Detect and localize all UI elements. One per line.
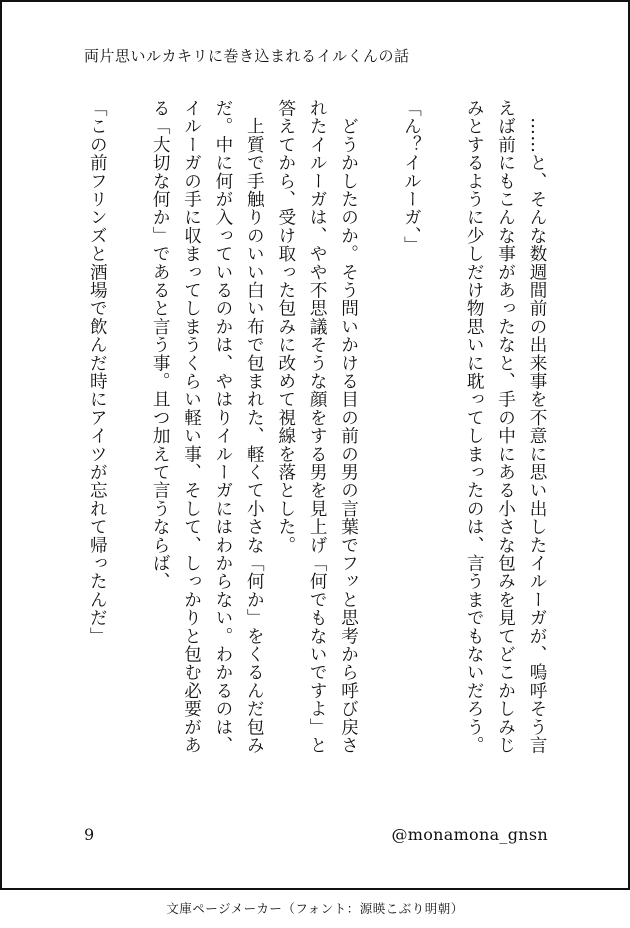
text-line: えば前にもこんな事があったなと、手の中にある小さな包みを見てどこかしみじ [495, 99, 516, 755]
text-line [112, 99, 143, 787]
text-line: る「大切な何か」であると言う事。且つ加えて言うならば、 [150, 99, 171, 591]
text-line: イルーガの手に収まってしまうくらい軽い事、そして、しっかりと包む必要があ [181, 99, 202, 755]
text-line: れたイルーガは、やや不思議そうな顔をする男を見上げ「何でもないですよ」と [307, 99, 328, 755]
text-line: 上質で手触りのいい白い布で包まれた、軽くて小さな「何か」をくるんだ包み [244, 99, 265, 755]
author-handle: @monamona_gnsn [391, 825, 548, 844]
novel-text [81, 99, 552, 787]
page-title: 両片思いルカキリに巻き込まれるイルくんの話 [84, 47, 410, 65]
text-line: 「ん？イルーガ、」 [401, 99, 422, 254]
text-line: 「この前フリンズと酒場で飲んだ時にアイツが忘れて帰ったんだ」 [87, 99, 108, 645]
text-line: 答えてから、受け取った包みに改めて視線を落とした。 [275, 99, 296, 554]
page-number: 9 [84, 825, 95, 844]
text-line: だ。中に何が入っているのかは、やはりイルーガにはわからない。わかるのは、 [212, 99, 233, 755]
text-line: どうかしたのか。そう問いかける目の前の男の言葉でフッと思考から呼び戻さ [338, 99, 359, 755]
text-line [426, 99, 457, 787]
text-line: ……と、そんな数週間前の出来事を不意に思い出したイルーガが、嗚呼そう言 [527, 99, 547, 755]
footer-credit: 文庫ページメーカー（フォント：源暎こぶり明朝） [166, 901, 464, 916]
text-line: みとするように少しだけ物思いに耽ってしまったのは、言うまでもないだろう。 [464, 99, 485, 755]
text-line [364, 99, 395, 787]
